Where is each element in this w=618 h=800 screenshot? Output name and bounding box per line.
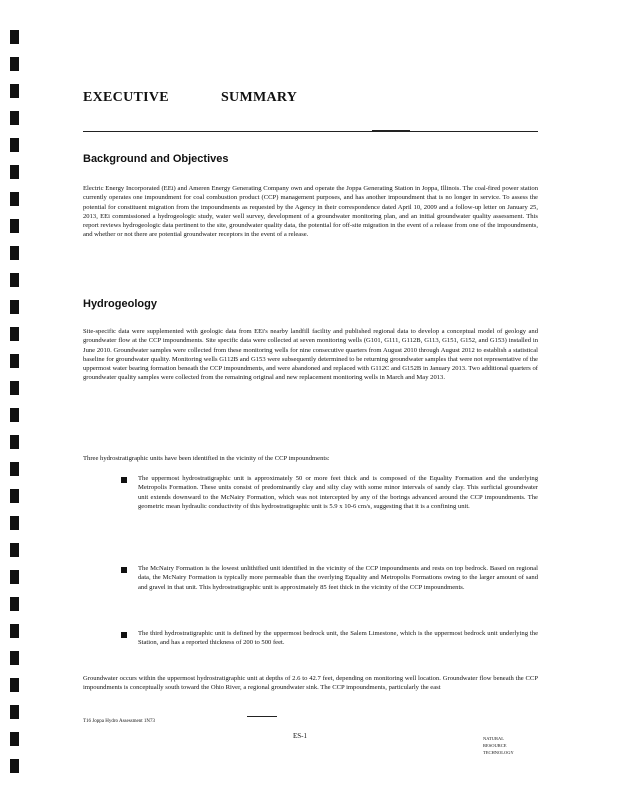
binding-mark (10, 516, 19, 530)
bullet-icon (121, 632, 127, 638)
binding-mark (10, 300, 19, 314)
binding-mark (10, 570, 19, 584)
hydrogeology-paragraph-3: Groundwater occurs within the uppermost hydrostratigraphic unit at depths of 2.6 to 42.7 feet, depending on monitoring well location. Groundwater flow beneath the CCP impoundments is conceptually south toward the Ohio River, a regional groundwater sink. The CCP impoundments, particularly the east (83, 675, 538, 692)
title-word-summary: SUMMARY (220, 90, 298, 105)
company-logo (483, 735, 514, 756)
logo-line: RESOURCE (483, 743, 507, 748)
binding-mark (10, 462, 19, 476)
bullet-icon (121, 567, 127, 573)
bullet-item-mcnairy: The McNairy Formation is the lowest unlithified unit identified in the vicinity of the CCP impoundments and rests on top bedrock. Based on regional data, the McNairy Formation is typically more permeable than the overlying Equality and Metropolis Formations owing to the larger amount of sand and gravel in that unit. This hydrostratigraphic unit is approximately 85 feet thick in the vicinity of the CCP impoundments. (138, 565, 538, 591)
binding-mark (10, 273, 19, 287)
binding-mark (10, 705, 19, 719)
heading-background: Background and Objectives (83, 153, 229, 165)
page-title (83, 90, 297, 106)
binding-mark (10, 489, 19, 503)
binding-mark (10, 84, 19, 98)
binding-mark (10, 543, 19, 557)
logo-line: NATURAL (483, 736, 504, 741)
binding-mark (10, 435, 19, 449)
heading-hydrogeology: Hydrogeology (83, 298, 157, 310)
logo-line: TECHNOLOGY (483, 750, 514, 755)
binding-mark (10, 219, 19, 233)
binding-mark (10, 30, 19, 44)
binding-mark (10, 624, 19, 638)
binding-mark (10, 732, 19, 746)
binding-mark (10, 651, 19, 665)
hydrogeology-paragraph-1: Site-specific data were supplemented with geologic data from EEi's nearby landfill facility and published regional data to develop a conceptual model of geology and groundwater flow at the CCP impoundments. Site specific data were collected at seven monitoring wells (G101, G111, G112B, G113, G151, G152, and G153) installed in June 2010. Groundwater samples were collected from these monitoring wells for nine consecutive quarters from August 2010 through August 2012 to establish a statistical baseline for groundwater quality. Monitoring wells G112B and G153 were subsequently determined to be returning groundwater samples that were not representative of the uppermost water bearing formation beneath the CCP impoundments, and were abandoned and replaced with G112C and G152B in January 2013. Two additional quarters of groundwater quality samples were collected from the remaining original and new replacement monitoring wells in March and May 2013. (83, 328, 538, 382)
binding-mark (10, 759, 19, 773)
page-number: ES-1 (293, 732, 307, 740)
binding-mark (10, 57, 19, 71)
hydrogeology-paragraph-2: Three hydrostratigraphic units have been identified in the vicinity of the CCP impoundments: (83, 455, 330, 462)
binding-mark (10, 111, 19, 125)
binding-mark (10, 192, 19, 206)
binding-mark (10, 138, 19, 152)
bullet-item-uppermost-unit: The uppermost hydrostratigraphic unit is approximately 50 or more feet thick and is composed of the Equality Formation and the underlying Metropolis Formation. These units consist of predominantly clay and silty clay with some minor intervals of sandy clay. This surficial groundwater unit extends downward to the McNairy Formation, which was not intercepted by any of the borings advanced around the CCP impoundments. The geometric mean hydraulic conductivity of this hydrostratigraphic unit is 5.9 x 10-6 cm/s, suggesting that it is a confining unit. (138, 475, 538, 510)
binding-mark (10, 408, 19, 422)
title-word-executive: EXECUTIVE (83, 90, 169, 105)
binding-mark (10, 381, 19, 395)
rule-mark (372, 130, 410, 132)
binding-mark (10, 678, 19, 692)
footer-document-id: T16 Joppa Hydro Assessment 1N73 (83, 719, 155, 724)
binding-mark (10, 597, 19, 611)
background-paragraph: Electric Energy Incorporated (EEi) and Ameren Energy Generating Company own and operate the Joppa Generating Station in Joppa, Illinois. The coal-fired power station currently operates one impoundment for coal combustion product (CCP) management purposes, and has another impoundment that is no longer in service. To assess the potential for constituent migration from the impoundments as requested by the Agency in their correspondence dated April 10, 2009 and a follow-up letter on January 25, 2013, EEi commissioned a hydrogeologic study, water well survey, development of a groundwater monitoring plan, and an initial groundwater quality assessment. This report reviews hydrogeologic data pertinent to the site, groundwater quality data, the potential for off-site migration in the event of a release from one of the impoundments, and whether or not there are potential groundwater receptors in the event of a release. (83, 185, 538, 239)
binding-mark (10, 354, 19, 368)
title-rule (83, 131, 538, 132)
binding-mark (10, 165, 19, 179)
binding-mark (10, 246, 19, 260)
binding-mark (10, 327, 19, 341)
footer-mark (247, 716, 277, 717)
bullet-icon (121, 477, 127, 483)
bullet-item-bedrock: The third hydrostratigraphic unit is defined by the uppermost bedrock unit, the Salem Limestone, which is the uppermost bedrock unit underlying the Station, and has a reported thickness of 200 to 500 feet. (138, 630, 538, 647)
